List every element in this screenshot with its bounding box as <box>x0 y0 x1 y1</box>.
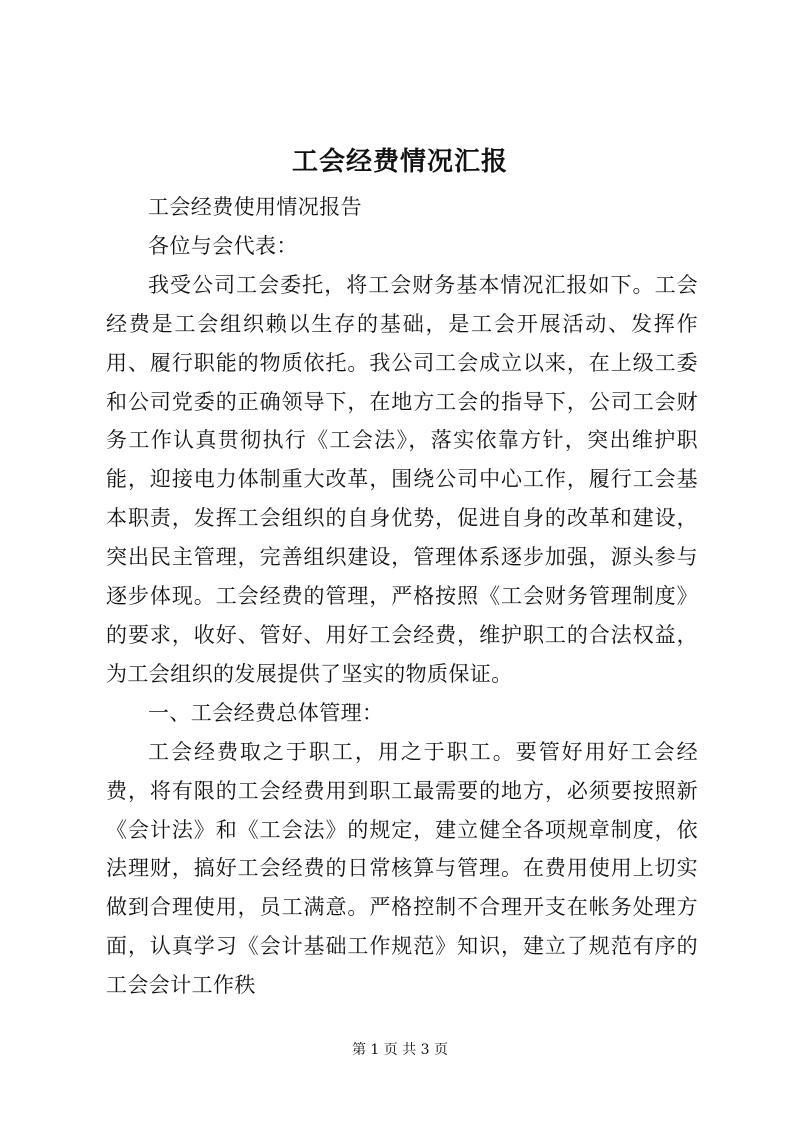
section-paragraph-1: 工会经费取之于职工，用之于职工。要管好用好工会经费，将有限的工会经费用到职工最需要的地方，必须要按照新《会计法》和《工会法》的规定，建立健全各项规章制度，依法理财，搞好工会经费的日常核算与管理。在费用使用上切实做到合理使用，员工满意。严格控制不合理开支在帐务处理方面，认真学习《会计基础工作规范》知识，建立了规范有序的工会会计工作秩 <box>106 739 698 998</box>
salutation: 各位与会代表： <box>148 233 298 258</box>
section-heading-1: 一、工会经费总体管理： <box>148 700 384 725</box>
page-number-footer: 第 1 页 共 3 页 <box>351 1042 449 1058</box>
document-body <box>106 188 698 1005</box>
intro-paragraph: 我受公司工会委托，将工会财务基本情况汇报如下。工会经费是工会组织赖以生存的基础，是工会开展活动、发挥作用、履行职能的物质依托。我公司工会成立以来，在上级工委和公司党委的正确领导下，在地方工会的指导下，公司工会财务工作认真贯彻执行《工会法》，落实依靠方针，突出维护职能，迎接电力体制重大改革，围绕公司中心工作，履行工会基本职责，发挥工会组织的自身优势，促进自身的改革和建设，突出民主管理，完善组织建设，管理体系逐步加强，源头参与逐步体现。工会经费的管理，严格按照《工会财务管理制度》的要求，收好、管好、用好工会经费，维护职工的合法权益，为工会组织的发展提供了坚实的物质保证。 <box>106 272 698 686</box>
report-subtitle: 工会经费使用情况报告 <box>148 195 362 219</box>
document-title: 工会经费情况汇报 <box>291 147 508 177</box>
